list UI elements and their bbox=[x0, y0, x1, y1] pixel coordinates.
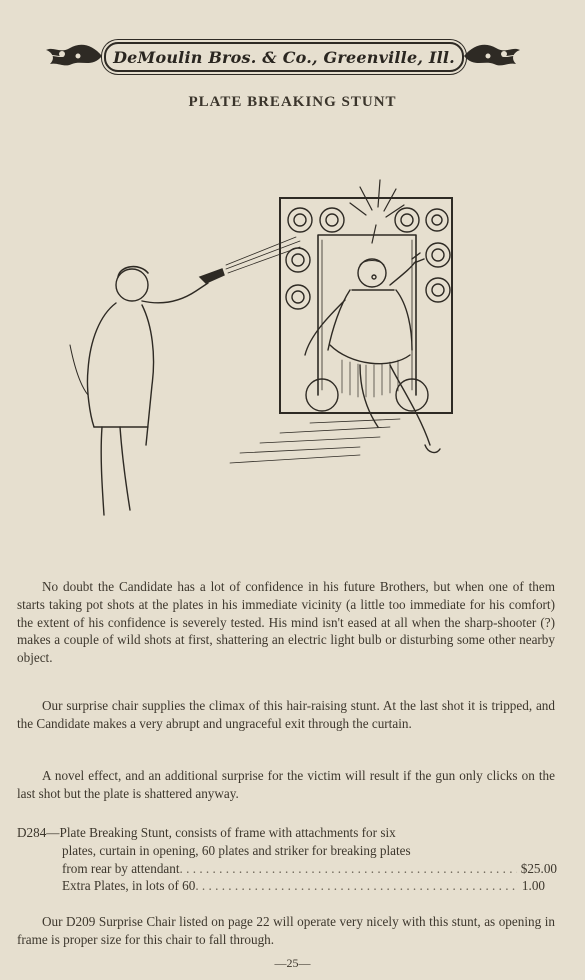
catalog-item-d284 bbox=[17, 824, 557, 877]
scroll-ornament-left-icon bbox=[42, 40, 104, 72]
extra-label: Extra Plates, in lots of 60 bbox=[62, 878, 196, 893]
paragraph-effect: A novel effect, and an additional surprise for the victim will result if the gun only clicks on the last shot but the plate is shattered anyway. bbox=[17, 768, 555, 801]
header-banner bbox=[42, 40, 524, 74]
dot-leader bbox=[180, 860, 517, 878]
extra-price: 1.00 bbox=[521, 878, 545, 893]
item-price: $25.00 bbox=[520, 860, 557, 876]
publisher-name: DeMoulin Bros. & Co., Greenville, Ill. bbox=[113, 47, 455, 67]
paragraph-chair-note: Our D209 Surprise Chair listed on page 22 will operate very nicely with this stunt, as opening in frame is proper size for this chair to fall through. bbox=[17, 914, 555, 947]
dot-leader bbox=[195, 877, 518, 895]
catalog-item-extra-plates bbox=[17, 877, 557, 895]
scroll-ornament-right-icon bbox=[462, 40, 524, 72]
item-line-3-text: from rear by attendant bbox=[62, 860, 180, 876]
page-number: —25— bbox=[274, 956, 311, 970]
item-line-1: D284—Plate Breaking Stunt, consists of frame with attachments for six bbox=[17, 825, 396, 840]
item-line-3 bbox=[17, 860, 557, 878]
page-title: PLATE BREAKING STUNT bbox=[188, 94, 397, 110]
item-line-2: plates, curtain in opening, 60 plates and striker for breaking plates bbox=[62, 842, 411, 858]
plate-breaking-illustration bbox=[60, 165, 480, 530]
paragraph-intro: No doubt the Candidate has a lot of confidence in his future Brothers, but when one of them starts taking pot shots at the plates in his immediate vicinity (a little too immediate for his comfort) the extent of his confidence is severely tested. His mind isn't eased at all when the sharp-shooter (?) makes a couple of wild shots at first, shattering an electric light bulb or disturbing some other nearby object. bbox=[17, 579, 555, 666]
paragraph-climax: Our surprise chair supplies the climax of this hair-raising stunt. At the last shot it is tripped, and the Candidate makes a very abrupt and ungraceful exit through the curtain. bbox=[17, 698, 555, 731]
banner-frame bbox=[104, 42, 464, 72]
extra-line bbox=[17, 877, 557, 895]
